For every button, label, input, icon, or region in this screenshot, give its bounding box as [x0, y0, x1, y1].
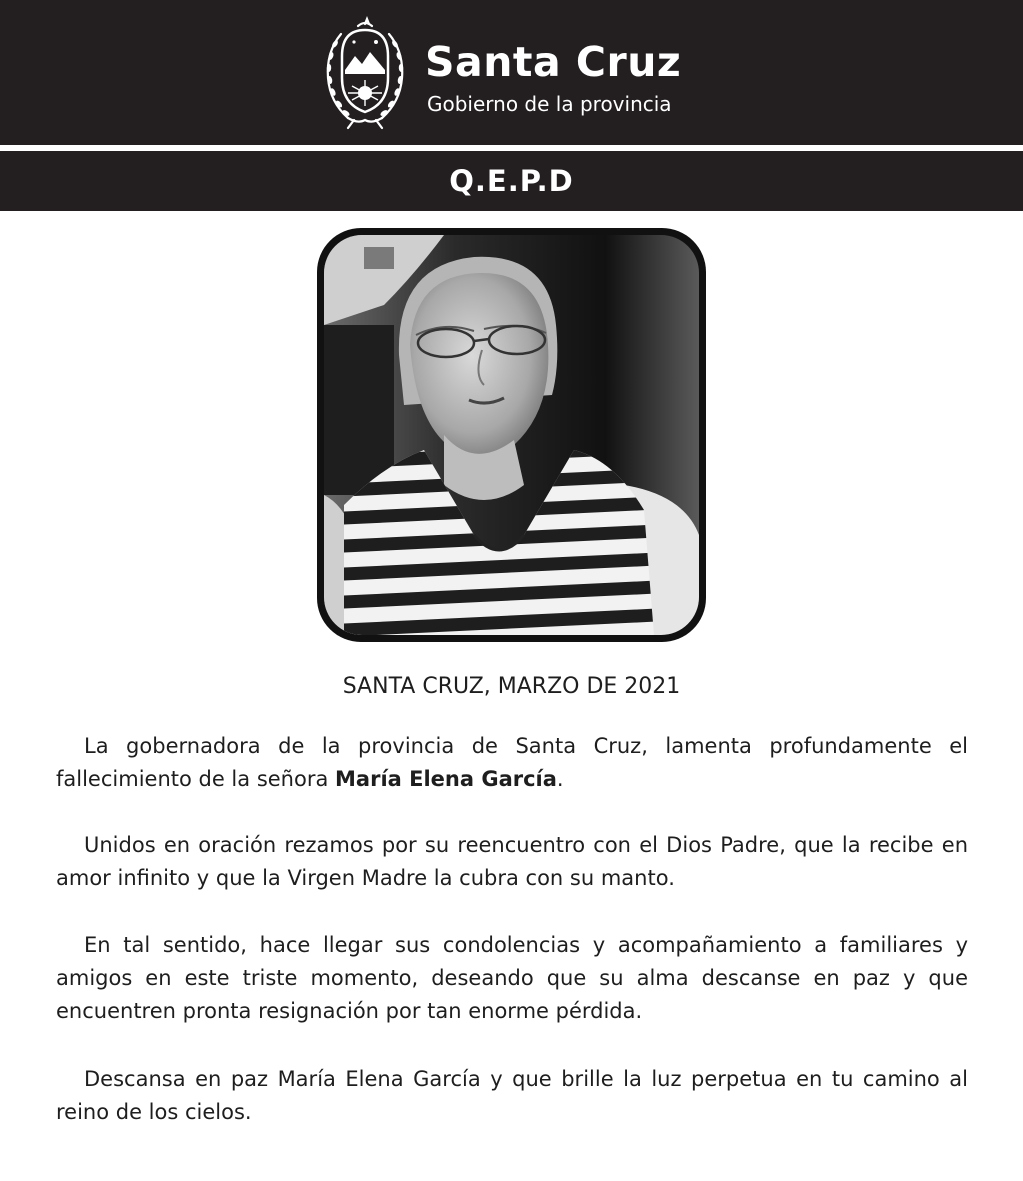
brand-subtitle: Gobierno de la provincia — [427, 92, 672, 116]
portrait-photo-frame — [317, 228, 706, 642]
brand-title: Santa Cruz — [425, 38, 682, 86]
paragraph-condolences: En tal sentido, hace llegar sus condolencias y acompañamiento a familiares y amigos en este triste momento, deseando que su alma descanse en paz y que encuentren pronta resignación por tan enorme pérdida. — [56, 933, 968, 1023]
paragraph-text: . — [556, 767, 564, 791]
paragraph-condolence-intro — [56, 730, 968, 796]
portrait-photo — [324, 235, 699, 635]
paragraph-rest-in-peace: Descansa en paz María Elena García y que brille la luz perpetua en tu camino al reino de los cielos. — [56, 1067, 968, 1124]
dateline: SANTA CRUZ, MARZO DE 2021 — [342, 674, 681, 699]
coat-of-arms-icon — [318, 16, 412, 130]
paragraph-prayer: Unidos en oración rezamos por su reencuentro con el Dios Padre, que la recibe en amor infinito y que la Virgen Madre la cubra con su manto. — [56, 833, 968, 890]
qepd-label: Q.E.P.D — [449, 164, 574, 198]
deceased-name: María Elena García — [335, 767, 557, 791]
paragraph-text: La gobernadora de la provincia de Santa Cruz, lamenta profundamente el fallecimiento de la señora — [56, 734, 968, 791]
